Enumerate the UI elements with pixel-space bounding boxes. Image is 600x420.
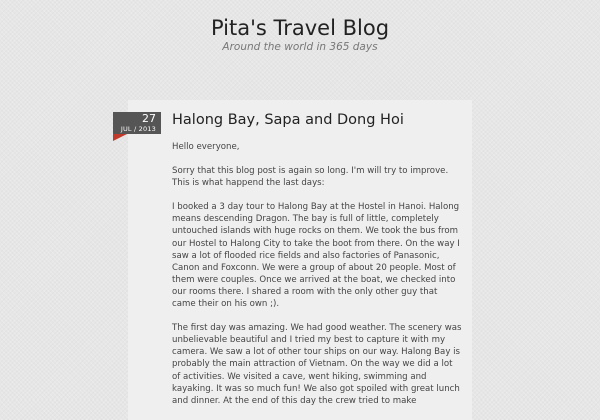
site-tagline: Around the world in 365 days xyxy=(222,41,378,53)
post-date-badge xyxy=(113,112,161,134)
post-paragraph: Sorry that this blog post is again so long. I'm will try to improve. This is what happend the last days: xyxy=(172,166,449,189)
post-paragraph: Hello everyone, xyxy=(172,142,240,152)
site-title-link[interactable]: Pita's Travel Blog xyxy=(210,16,390,40)
post-title-link[interactable]: Halong Bay, Sapa and Dong Hoi xyxy=(172,112,404,128)
date-ribbon-decoration xyxy=(113,134,127,141)
post-date-month: JUL / 2013 xyxy=(120,125,156,133)
post-content xyxy=(172,141,462,419)
post-paragraph: I booked a 3 day tour to Halong Bay at the Hostel in Hanoi. Halong means descending Dragon. The bay is full of little, completely untouched islands with huge rocks on them. We took the bus from our Hostel to Halong City to take the boot from there. On the way I saw a lot of flooded rice fields and also factories of Panasonic, Canon and Foxconn. We were a group of about 20 people. Most of them were couples. Once we arrived at the boat, we checked into our rooms there. I shared a room with the only other guy that came their on his own ;). xyxy=(172,202,460,310)
post-paragraph: The first day was amazing. We had good weather. The scenery was unbelievable beautiful and I tried my best to capture it with my camera. We saw a lot of other tour ships on our way. Halong Bay is probably the main attraction of Vietnam. On the way we did a lot of activities. We visited a cave, went hiking, swimming and kayaking. It was so much fun! We also got spoiled with great lunch and dinner. At the end of this day the crew tried to make xyxy=(172,323,462,406)
post-date-day: 27 xyxy=(142,112,156,125)
